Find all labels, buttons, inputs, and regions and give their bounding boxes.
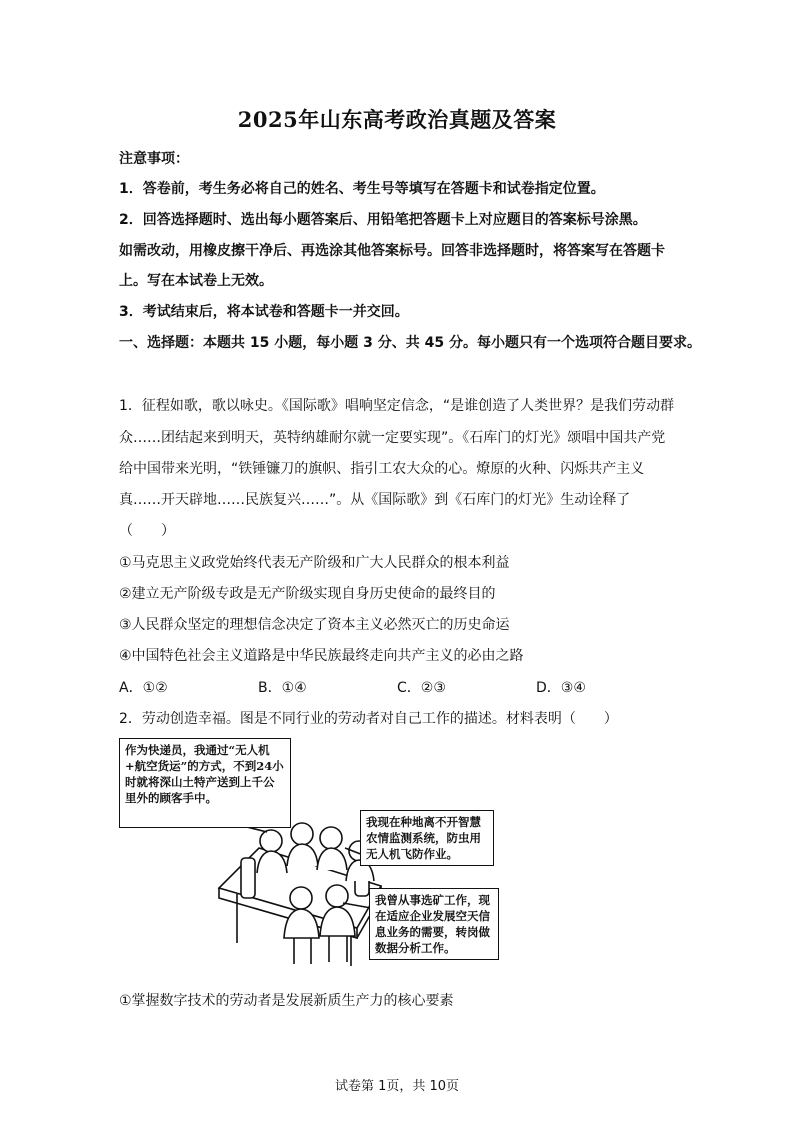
- q1-option-c[interactable]: C．②③: [397, 680, 446, 696]
- q1-option-b[interactable]: B．①④: [258, 680, 307, 696]
- speech-bubble-data-analyst: 我曾从事选矿工作，现在适应企业发展空天信息业务的需要，转岗做数据分析工作。: [369, 888, 499, 960]
- q1-statement-2: ②建立无产阶级专政是无产阶级实现自身历史使命的最终目的: [119, 586, 496, 602]
- notice-heading: 注意事项：: [119, 151, 189, 167]
- notice-item-1: 1．答卷前，考生务必将自己的姓名、考生号等填写在答题卡和试卷指定位置。: [119, 181, 605, 197]
- q1-answer-blank: （ ）: [119, 523, 175, 539]
- notice-item-3: 3．考试结束后，将本试卷和答题卡一并交回。: [119, 304, 409, 320]
- q1-statement-1: ①马克思主义政党始终代表无产阶级和广大人民群众的根本利益: [119, 555, 510, 571]
- page-title: 2025年山东高考政治真题及答案: [237, 107, 557, 132]
- q1-statement-4: ④中国特色社会主义道路是中华民族最终走向共产主义的必由之路: [119, 648, 524, 664]
- section-heading: 一、选择题：本题共 15 小题，每小题 3 分、共 45 分。每小题只有一个选项符合题目要求。: [119, 335, 701, 351]
- q1-stem-line2: 众……团结起来到明天，英特纳雄耐尔就一定要实现”。《石库门的灯光》颂唱中国共产党: [119, 430, 666, 446]
- q1-option-d[interactable]: D．③④: [536, 680, 586, 696]
- speech-bubble-courier: 作为快递员，我通过“无人机+航空货运”的方式，不到24小时就将深山土特产送到上千公里外的顾客手中。: [119, 738, 291, 828]
- notice-item-2-cont: 如需改动，用橡皮擦干净后、再选涂其他答案标号。回答非选择题时，将答案写在答题卡: [119, 243, 665, 259]
- notice-item-2-end: 上。写在本试卷上无效。: [119, 273, 273, 289]
- page-footer: 试卷第 1页，共 10页: [334, 1079, 460, 1094]
- speech-bubble-farmer: 我现在种地离不开智慧农情监测系统，防虫用无人机飞防作业。: [360, 810, 494, 866]
- q1-option-a[interactable]: A．①②: [119, 680, 168, 696]
- q1-stem-line3: 给中国带来光明，“铁锤镰刀的旗帜、指引工农大众的心。燎原的火种、闪烁共产主义: [119, 461, 645, 477]
- workers-illustration: [119, 738, 490, 970]
- q1-stem-line1: 1．征程如歌，歌以咏史。《国际歌》唱响坚定信念，“是谁创造了人类世界？是我们劳动群: [119, 398, 675, 414]
- q2-statement-1: ①掌握数字技术的劳动者是发展新质生产力的核心要素: [119, 993, 454, 1009]
- q2-stem: 2．劳动创造幸福。图是不同行业的劳动者对自己工作的描述。材料表明（ ）: [119, 711, 618, 727]
- notice-item-2: 2．回答选择题时、选出每小题答案后、用铅笔把答题卡上对应题目的答案标号涂黑。: [119, 212, 647, 228]
- q1-statement-3: ③人民群众坚定的理想信念决定了资本主义必然灭亡的历史命运: [119, 617, 510, 633]
- q1-stem-line4: 真……开天辟地……民族复兴……”。从《国际歌》到《石库门的灯光》生动诠释了: [119, 492, 631, 508]
